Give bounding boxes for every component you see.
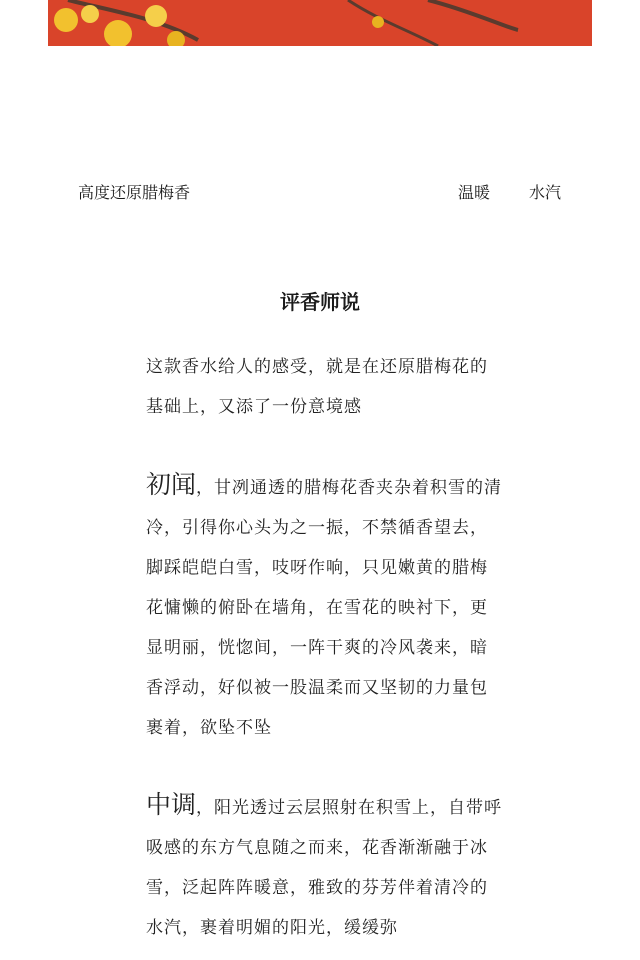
tag-restore-scent: 高度还原腊梅香 xyxy=(78,183,191,202)
feature-tags xyxy=(78,180,562,202)
top-note-text: ，甘冽通透的腊梅花香夹杂着积雪的清冷，引得你心头为之一振，不禁循香望去，脚踩皑皑白雪，吱呀作响，只见嫩黄的腊梅花慵懒的俯卧在墙角，在雪花的映衬下，更显明丽，恍惚间，一阵干爽的冷风袭来，暗香浮动，好似被一股温柔而又坚韧的力量包裹着，欲坠不坠 xyxy=(146,478,503,738)
top-note-lead: 初闻 xyxy=(146,470,197,499)
tag-vapor: 水汽 xyxy=(529,183,562,202)
plum-branch-illustration xyxy=(48,0,592,46)
middle-note-lead: 中调 xyxy=(146,790,197,819)
intro-paragraph: 这款香水给人的感受，就是在还原腊梅花的基础上，又添了一份意境感 xyxy=(146,357,488,417)
middle-note-text: ，阳光透过云层照射在积雪上，自带呼吸感的东方气息随之而来，花香渐渐融于冰雪，泛起阵阵暖意，雅致的芬芳伴着清冷的水汽，裹着明媚的阳光，缓缓弥 xyxy=(146,798,503,938)
tag-warm: 温暖 xyxy=(458,183,491,202)
section-title: 评香师说 xyxy=(280,290,360,314)
middle-note-paragraph xyxy=(146,785,502,948)
plum-blossom-banner xyxy=(48,0,592,46)
top-note-paragraph xyxy=(146,465,502,748)
